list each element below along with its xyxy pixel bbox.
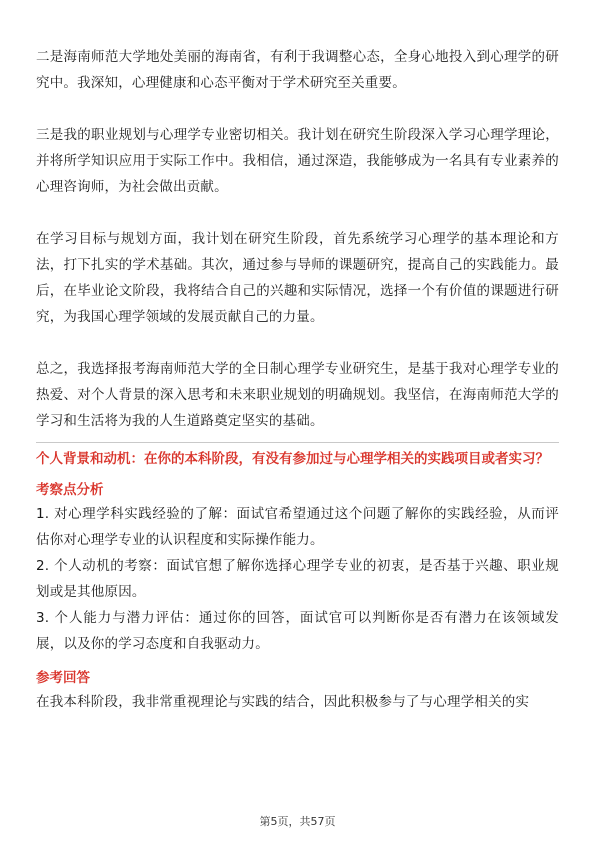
document-body: [36, 44, 559, 715]
analysis-item: 2. 个人动机的考察：面试官想了解你选择心理学专业的初衷，是否基于兴趣、职业规划或是其他原因。: [36, 558, 559, 600]
section-divider: [36, 442, 559, 443]
page-number: 第5页，共57页: [259, 815, 336, 828]
reference-answer: 在我本科阶段，我非常重视理论与实践的结合，因此积极参与了与心理学相关的实: [36, 694, 530, 710]
paragraph-location: 二是海南师范大学地处美丽的海南省，有利于我调整心态，全身心地投入到心理学的研究中。我深知，心理健康和心态平衡对于学术研究至关重要。: [36, 49, 559, 91]
paragraph-study-plan: 在学习目标与规划方面，我计划在研究生阶段，首先系统学习心理学的基本理论和方法，打下扎实的学术基础。其次，通过参与导师的课题研究，提高自己的实践能力。最后，在毕业论文阶段，我将结合自己的兴趣和实际情况，选择一个有价值的课题进行研究，为我国心理学领域的发展贡献自己的力量。: [36, 231, 559, 325]
paragraph-conclusion: 总之，我选择报考海南师范大学的全日制心理学专业研究生，是基于我对心理学专业的热爱、对个人背景的深入思考和未来职业规划的明确规划。我坚信，在海南师范大学的学习和生活将为我的人生道路奠定坚实的基础。: [36, 361, 559, 429]
analysis-heading: 考察点分析: [36, 482, 104, 498]
analysis-item: 3. 个人能力与潜力评估：通过你的回答，面试官可以判断你是否有潜力在该领域发展，以及你的学习态度和自我驱动力。: [36, 610, 559, 652]
analysis-item: 1. 对心理学科实践经验的了解：面试官希望通过这个问题了解你的实践经验，从而评估你对心理学专业的认识程度和实际操作能力。: [36, 506, 559, 548]
paragraph-career: 三是我的职业规划与心理学专业密切相关。我计划在研究生阶段深入学习心理学理论，并将所学知识应用于实际工作中。我相信，通过深造，我能够成为一名具有专业素养的心理咨询师，为社会做出贡献。: [36, 127, 559, 195]
reference-heading: 参考回答: [36, 670, 90, 686]
interview-question: 个人背景和动机：在你的本科阶段，有没有参加过与心理学相关的实践项目或者实习？: [36, 451, 549, 467]
